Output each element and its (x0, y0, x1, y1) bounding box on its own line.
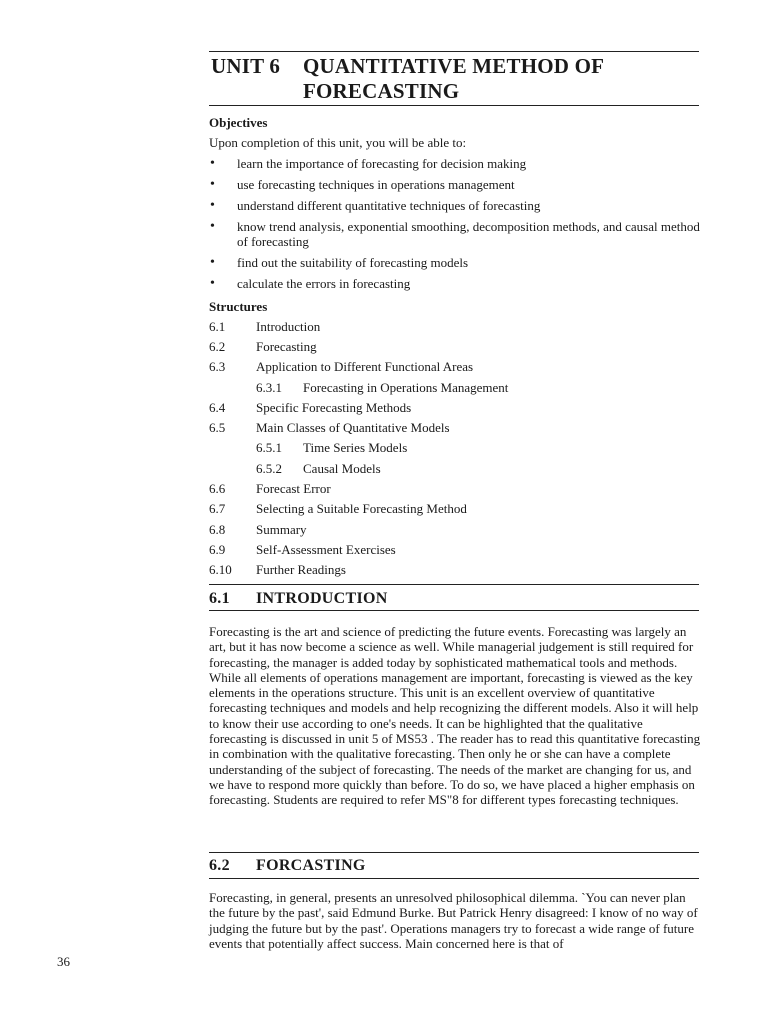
objective-item: • know trend analysis, exponential smoothing, decomposition methods, and causal method of forecasting (209, 219, 701, 249)
structure-number: 6.3 (209, 359, 226, 374)
structure-label: Specific Forecasting Methods (256, 400, 412, 415)
structure-label: Self-Assessment Exercises (256, 542, 396, 557)
structure-label: Summary (256, 522, 307, 537)
section-bottom-rule (209, 610, 699, 611)
structure-number: 6.5.1 (256, 440, 282, 455)
unit-title-line1: QUANTITATIVE METHOD OF (303, 54, 605, 78)
structure-label: Further Readings (256, 562, 346, 577)
unit-title-line2: FORECASTING (303, 79, 460, 103)
structure-label: Application to Different Functional Areas (256, 359, 474, 374)
structure-number: 6.5 (209, 420, 226, 435)
objective-item: • learn the importance of forecasting for decision making (209, 156, 701, 171)
objective-item: • find out the suitability of forecasting models (209, 255, 701, 270)
structure-number: 6.4 (209, 400, 226, 415)
section-top-rule (209, 584, 699, 585)
objective-item: • calculate the errors in forecasting (209, 276, 701, 291)
structure-number: 6.7 (209, 501, 226, 516)
structure-label: Introduction (256, 319, 321, 334)
structure-number: 6.9 (209, 542, 226, 557)
structure-number: 6.8 (209, 522, 226, 537)
structure-number: 6.6 (209, 481, 226, 496)
section-number: 6.1 (209, 590, 230, 607)
introduction-paragraph: Forecasting is the art and science of predicting the future events. Forecasting was largely an art, but it has now become a science as well. While managerial judgement is still required for forecasting, the manager is added today by sophisticated mathematical tools and methods. While all elements of operations management are important, forecasting is viewed as the key elements in the operations structure. This unit is an excellent overview of quantitative forecasting techniques and models and help recognizing the different models. Also it will help to know their use according to one's needs. It can be highlighted that the qualitative forecasting is discussed in unit 5 of MS53 . The reader has to read this quantitative forecasting in combination with the qualitative forecasting. Then only he or she can have a complete understanding of the subject of forecasting. The needs of the market are changing for us, and we have to respond more quickly than before. To do so, we have placed a higher emphasis on forecasting. Students are required to refer MS"8 for different types forecasting techniques. (209, 624, 701, 808)
structure-label: Selecting a Suitable Forecasting Method (256, 501, 467, 516)
structure-label: Forecast Error (256, 481, 331, 496)
structure-number: 6.2 (209, 339, 226, 354)
structure-label: Time Series Models (303, 440, 408, 455)
unit-number: UNIT 6 (211, 54, 281, 78)
section-bottom-rule (209, 878, 699, 879)
forcasting-paragraph: Forecasting, in general, presents an unresolved philosophical dilemma. `You can never plan the future by the past', said Edmund Burke. But Patrick Henry disagreed: I know of no way of judging the future but by the past'. Operations managers try to forecast a wide range of future events that potentially affect success. Main concerned here is that of (209, 890, 698, 951)
section-number: 6.2 (209, 857, 230, 874)
objectives-heading: Objectives (209, 115, 268, 130)
structure-label: Main Classes of Quantitative Models (256, 420, 450, 435)
structure-number: 6.10 (209, 562, 232, 577)
objective-item: • understand different quantitative techniques of forecasting (209, 198, 701, 213)
structure-number: 6.5.2 (256, 461, 282, 476)
header-bottom-rule (209, 105, 699, 106)
structure-label: Causal Models (303, 461, 381, 476)
objectives-list (209, 156, 701, 297)
section-top-rule (209, 852, 699, 853)
structure-number: 6.3.1 (256, 380, 282, 395)
objectives-intro: Upon completion of this unit, you will be able to: (209, 135, 467, 150)
structure-label: Forecasting in Operations Management (303, 380, 509, 395)
section-title: FORCASTING (256, 857, 366, 874)
section-title: INTRODUCTION (256, 590, 388, 607)
page-number: 36 (57, 954, 70, 969)
structure-label: Forecasting (256, 339, 317, 354)
structures-heading: Structures (209, 299, 268, 314)
structure-number: 6.1 (209, 319, 226, 334)
header-top-rule (209, 51, 699, 52)
objective-item: • use forecasting techniques in operations management (209, 177, 701, 192)
